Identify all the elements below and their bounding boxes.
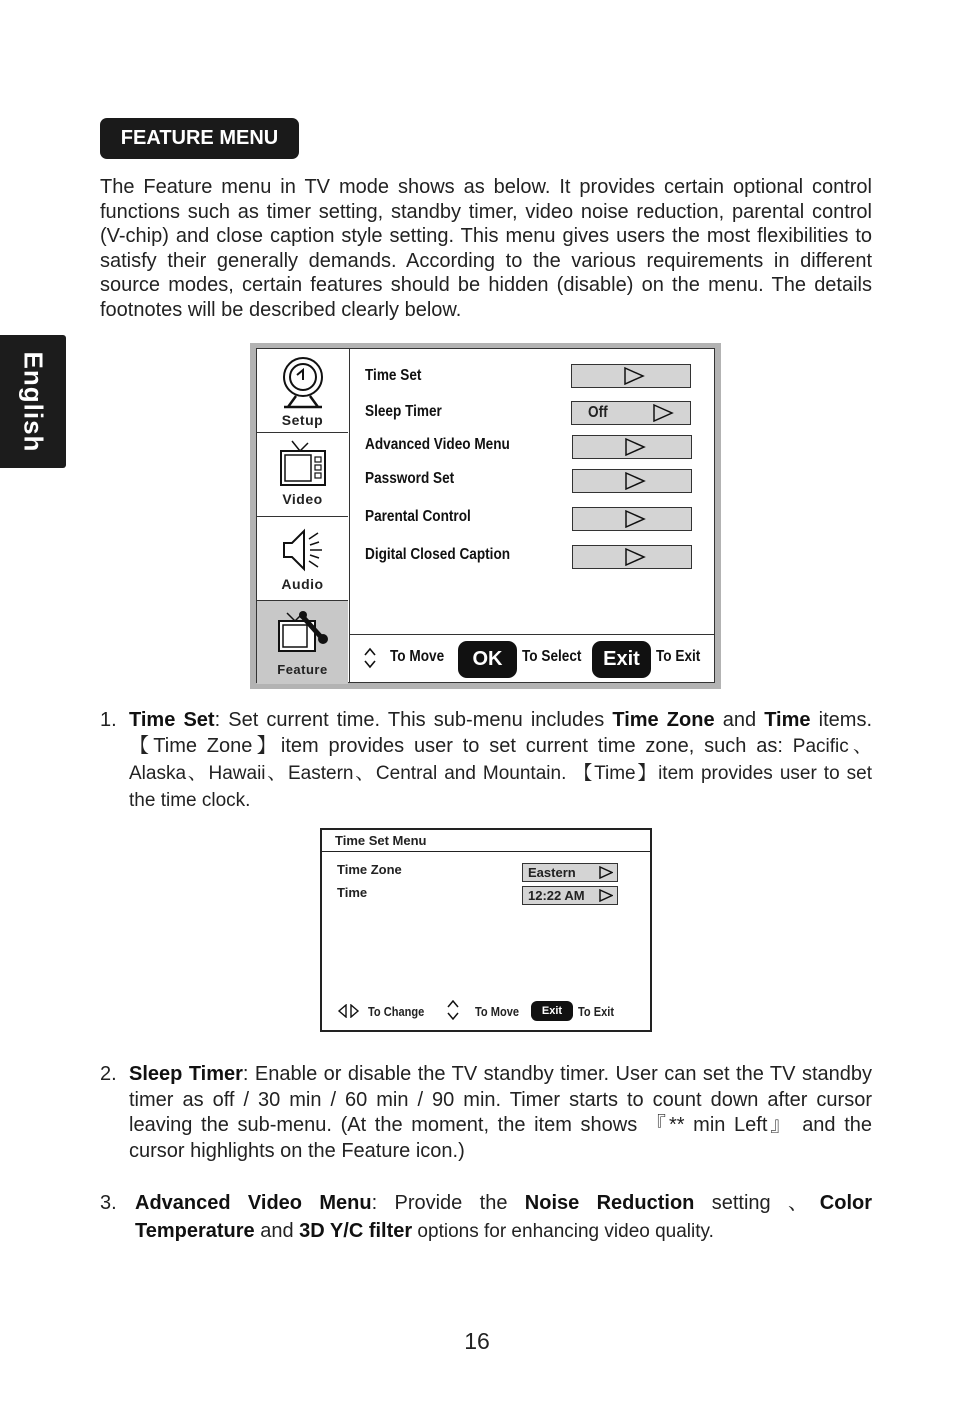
up-down-arrows-icon: [447, 1000, 459, 1020]
time-value: 12:22 AM: [528, 888, 585, 903]
play-arrow-icon: [623, 367, 645, 385]
item-bold: 3D Y/C filter: [299, 1220, 413, 1242]
time-set-menu-figure: [320, 828, 652, 1032]
item-bold: Color Temperature: [135, 1192, 873, 1242]
item-title: Advanced Video Menu: [135, 1192, 372, 1214]
tv-wrench-icon: [275, 607, 331, 657]
play-arrow-icon: [624, 472, 646, 490]
item-text: Pacific、Alaska、Hawaii、Eastern、Central and Mountain. 【Time】item provides user to set the time clock.: [129, 736, 872, 811]
sleep-timer-value-box[interactable]: [571, 401, 691, 425]
hint-to-select: To Select: [522, 648, 582, 665]
time-value-box[interactable]: [522, 886, 618, 905]
list-item-sleep-timer: [100, 1062, 872, 1164]
item-text: items. 【Time Zone】item provides user to set current time zone, such as:: [129, 709, 872, 757]
sidebar-item-audio[interactable]: [257, 517, 348, 601]
sidebar-label-setup: Setup: [281, 412, 324, 428]
password-set-arrow-box[interactable]: [572, 469, 692, 493]
time-label[interactable]: Time: [337, 885, 368, 900]
ok-button[interactable]: OK: [458, 641, 517, 678]
item-body: [135, 1189, 872, 1246]
hint-to-exit: To Exit: [578, 1004, 615, 1019]
play-arrow-icon: [624, 548, 646, 566]
item-text: : Provide the: [371, 1192, 525, 1214]
sidebar-label-audio: Audio: [281, 576, 324, 592]
menu-sidebar: [257, 349, 350, 682]
feature-menu-panel: [256, 348, 715, 683]
sleep-timer-value: Off: [588, 404, 608, 421]
play-arrow-icon: [624, 438, 646, 456]
page-number: 16: [464, 1328, 490, 1354]
item-text: : Enable or disable the TV standby timer. User can set the TV standby timer as off / 30 min / 60 min / 90 min. Timer starts to count down after cursor leaving the sub-menu. (At the moment, the item shows 『** min Left』 and the cursor highlights on the Feature icon.): [129, 1063, 872, 1162]
play-arrow-icon: [624, 510, 646, 528]
play-arrow-icon: [652, 404, 674, 422]
item-number: 3.: [100, 1192, 117, 1214]
time-zone-value-box[interactable]: [522, 863, 618, 882]
hint-to-move: To Move: [390, 648, 445, 665]
item-number: 1.: [100, 709, 117, 731]
hint-to-change: To Change: [368, 1004, 425, 1019]
menu-item-password-set[interactable]: Password Set: [365, 470, 455, 487]
closed-caption-arrow-box[interactable]: [572, 545, 692, 569]
item-text: setting 、: [694, 1192, 820, 1214]
time-zone-value: Eastern: [528, 865, 576, 880]
intro-paragraph: The Feature menu in TV mode shows as below. It provides certain optional control functions such as timer setting, standby timer, video noise reduction, parental control (V-chip) and close caption style setting. This menu gives users the most flexibilities to satisfy their generally demands. According to the various requirements in different source modes, certain features should be hidden (disable) on the menu. The details footnotes will be described clearly below.: [100, 176, 872, 321]
menu-item-parental-control[interactable]: Parental Control: [365, 508, 471, 525]
item-bold: Time Zone: [612, 709, 715, 731]
item-text: : Set current time. This sub-menu includes: [214, 709, 613, 731]
item-body: [129, 1062, 872, 1164]
menu-item-advanced-video[interactable]: Advanced Video Menu: [365, 436, 510, 453]
menu-item-time-set[interactable]: Time Set: [365, 367, 422, 384]
sidebar-item-setup[interactable]: [257, 349, 348, 433]
item-bold: Noise Reduction: [524, 1192, 695, 1214]
speaker-icon: [278, 525, 328, 575]
language-side-tab: [0, 335, 66, 468]
time-set-arrow-box[interactable]: [571, 364, 691, 388]
menu-item-digital-closed-caption[interactable]: Digital Closed Caption: [365, 546, 511, 563]
list-item-advanced-video: [100, 1189, 872, 1246]
parental-control-arrow-box[interactable]: [572, 507, 692, 531]
menu-item-sleep-timer[interactable]: Sleep Timer: [365, 403, 442, 420]
play-arrow-icon: [599, 866, 613, 879]
hint-to-move: To Move: [475, 1004, 520, 1019]
item-body: [129, 708, 872, 814]
item-title: Sleep Timer: [129, 1063, 243, 1085]
exit-button[interactable]: Exit: [531, 1001, 573, 1021]
hint-to-exit: To Exit: [656, 648, 701, 665]
side-tab-label: English: [18, 351, 49, 452]
item-bold: Time: [764, 709, 811, 731]
sidebar-item-feature[interactable]: [257, 601, 348, 684]
feature-menu-figure: [250, 343, 721, 689]
sidebar-item-video[interactable]: [257, 433, 348, 517]
item-text: options for enhancing video quality.: [412, 1221, 714, 1242]
item-title: Time Set: [129, 709, 215, 731]
up-down-arrows-icon: [363, 647, 377, 669]
setup-dial-icon: [278, 355, 328, 411]
tv-icon: [278, 439, 328, 489]
item-text: and: [254, 1220, 300, 1242]
advanced-video-arrow-box[interactable]: [572, 435, 692, 459]
play-arrow-icon: [599, 889, 613, 902]
sidebar-label-video: Video: [282, 491, 323, 507]
section-title: FEATURE MENU: [100, 118, 299, 159]
item-number: 2.: [100, 1063, 117, 1085]
sidebar-label-feature: Feature: [277, 662, 328, 677]
item-text: and: [714, 709, 765, 731]
time-zone-label[interactable]: Time Zone: [337, 862, 402, 877]
time-set-menu-title: Time Set Menu: [322, 830, 650, 852]
menu-hint-bar: [350, 634, 714, 682]
list-item-time-set: [100, 708, 872, 814]
exit-button[interactable]: Exit: [592, 641, 651, 678]
left-right-arrows-icon: [337, 1004, 361, 1018]
